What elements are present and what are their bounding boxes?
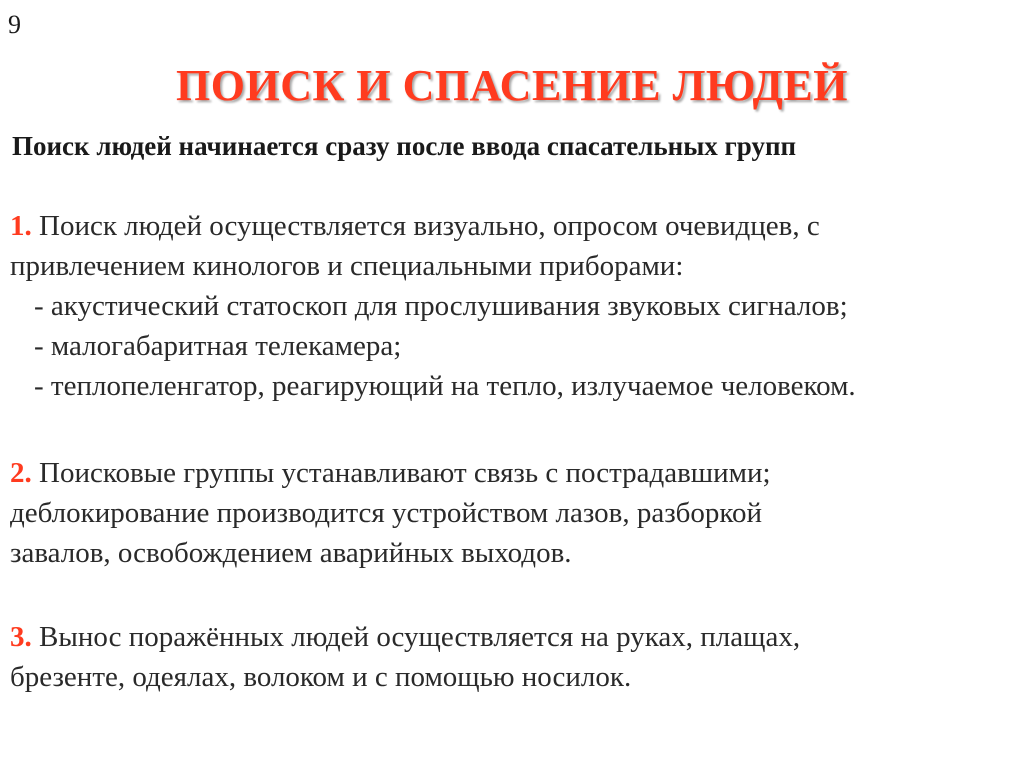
paragraph-2: [10, 453, 1015, 573]
paragraph-2-number: 2.: [10, 457, 32, 489]
paragraph-1-line-2: привлечением кинологов и специальными приборами:: [10, 250, 684, 282]
paragraph-1-list-item-2: - малогабаритная телекамера;: [34, 330, 402, 362]
paragraph-1-line-1: [10, 206, 1015, 246]
paragraph-3-line-1-text: Вынос поражённых людей осуществляется на руках, плащах,: [31, 621, 801, 653]
paragraph-1-list-item-1: - акустический статоскоп для прослушивания звуковых сигналов;: [34, 290, 848, 322]
paragraph-1-line-1-text: Поиск людей осуществляется визуально, опросом очевидцев, с: [31, 210, 820, 242]
paragraph-2-line-1: [10, 453, 1015, 493]
paragraph-1: [10, 206, 1015, 406]
paragraph-3: [10, 617, 1015, 697]
paragraph-3-line-1: [10, 617, 1015, 657]
paragraph-1-number: 1.: [10, 210, 32, 242]
paragraph-2-line-2: деблокирование производится устройством лазов, разборкой: [10, 497, 763, 529]
paragraph-2-line-3: завалов, освобождением аварийных выходов.: [10, 537, 572, 569]
paragraph-1-list-item-3: - теплопеленгатор, реагирующий на тепло, излучаемое человеком.: [34, 370, 856, 402]
paragraph-2-line-1-text: Поисковые группы устанавливают связь с пострадавшими;: [31, 457, 771, 489]
paragraph-3-number: 3.: [10, 621, 32, 653]
paragraph-3-line-2: брезенте, одеялах, волоком и с помощью носилок.: [10, 661, 632, 693]
slide-subtitle: Поиск людей начинается сразу после ввода спасательных групп: [12, 131, 797, 161]
page-number: 9: [8, 10, 21, 39]
slide-title: ПОИСК И СПАСЕНИЕ ЛЮДЕЙ: [176, 61, 848, 110]
